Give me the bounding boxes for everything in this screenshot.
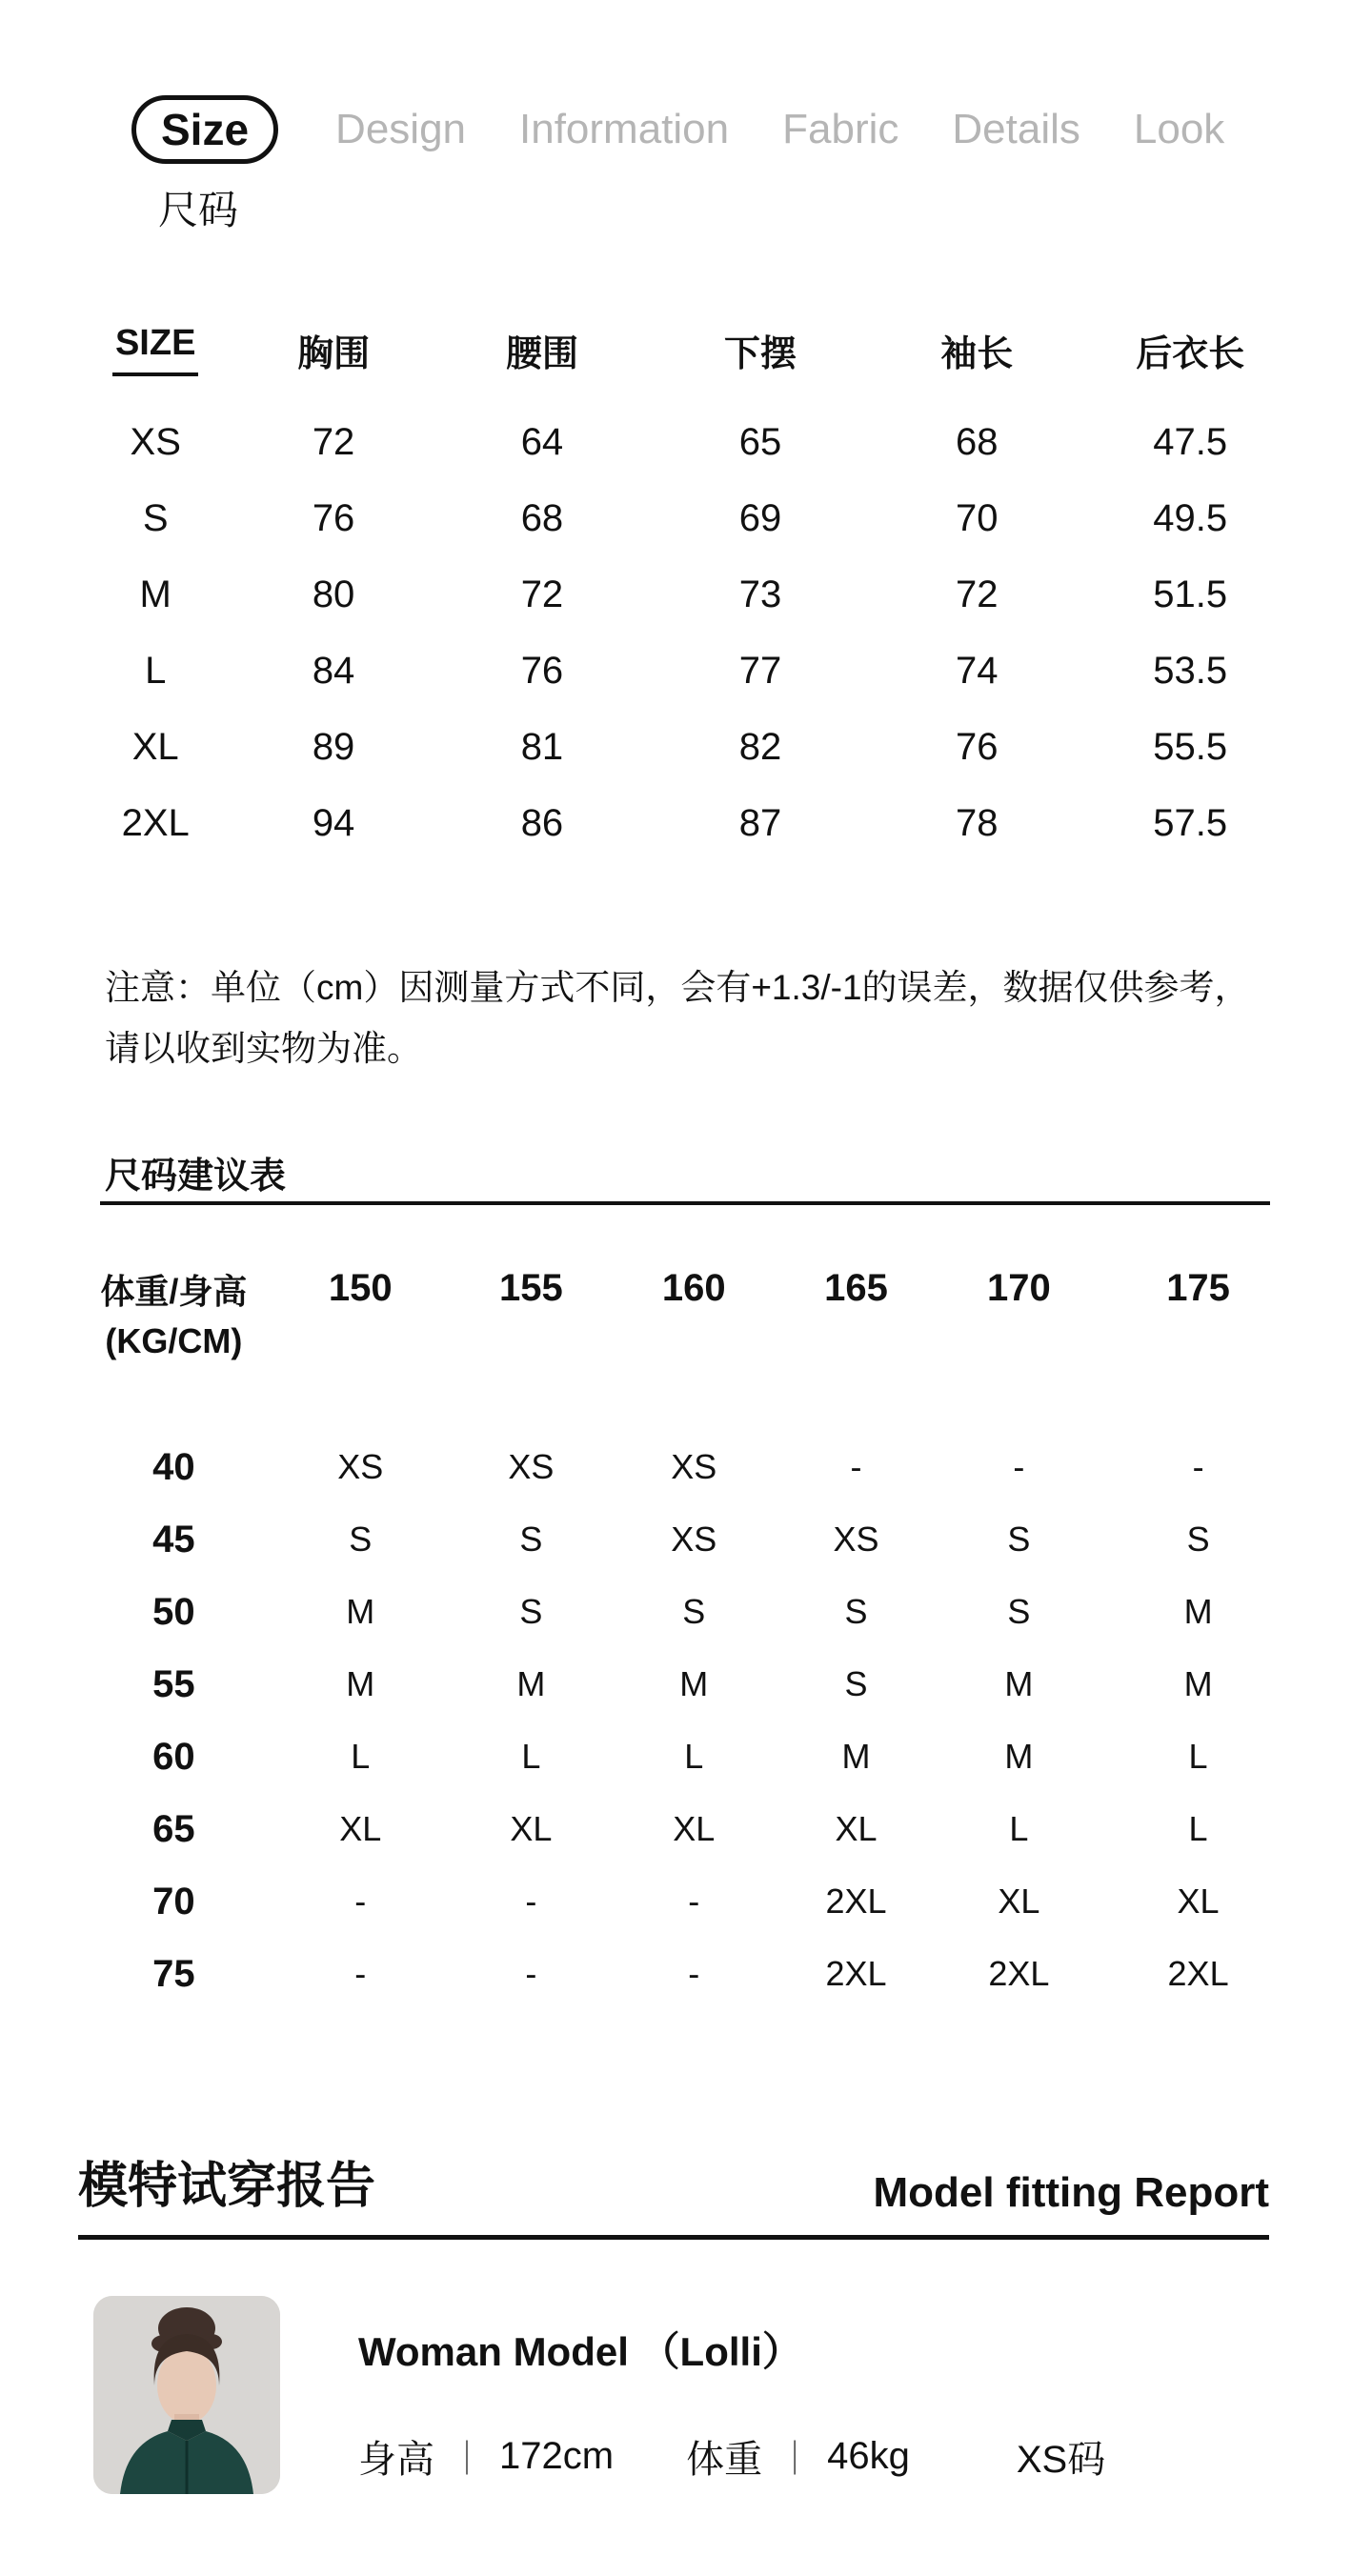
size-cell: 87 [738, 801, 782, 844]
tab-information[interactable]: Information [519, 106, 730, 152]
suggestion-cell: S [844, 1592, 868, 1631]
size-cell: 84 [312, 649, 355, 692]
col-header-chest: 胸围 [297, 333, 371, 374]
suggestion-cell: M [1004, 1737, 1034, 1776]
size-cell: 57.5 [1153, 801, 1228, 844]
size-cell: 81 [520, 725, 564, 768]
suggestion-cell: M [1183, 1664, 1213, 1703]
weight-label: 体重 [686, 2439, 763, 2481]
weight-row-label: 50 [152, 1590, 195, 1633]
model-info [358, 2296, 1105, 2494]
suggestion-cell: M [346, 1664, 375, 1703]
tab-fabric[interactable]: Fabric [782, 106, 899, 152]
suggestion-cell: L [1188, 1737, 1208, 1776]
suggestion-cell: XL [1177, 1882, 1220, 1921]
size-cell: 78 [955, 801, 999, 844]
suggestion-cell: S [1007, 1592, 1031, 1631]
size-cell: 76 [312, 496, 355, 539]
suggestion-cell: - [354, 1882, 367, 1921]
col-header-hem: 下摆 [724, 333, 797, 374]
measurement-note-line2: 请以收到实物为准。 [105, 1029, 422, 1068]
weight-row-label: 45 [152, 1518, 195, 1560]
section-tabs-header [131, 95, 1224, 236]
weight-row-label: 60 [152, 1735, 195, 1778]
model-stats [358, 2429, 1105, 2484]
suggestion-cell: XL [339, 1809, 382, 1848]
weight-row-label: 40 [152, 1445, 195, 1488]
size-row-label: XS [130, 420, 181, 463]
height-value: 172cm [499, 2435, 615, 2477]
suggestion-cell: S [519, 1592, 543, 1631]
size-cell: 94 [312, 801, 355, 844]
height-col-175: 175 [1166, 1267, 1230, 1309]
size-table-header-row [76, 314, 1296, 385]
suggestion-cell: L [1009, 1809, 1029, 1848]
fitting-report-title-zh: 模特试穿报告 [78, 2159, 376, 2214]
size-suggestion-table [76, 1267, 1296, 2010]
size-table-row [76, 633, 1296, 709]
suggestion-cell: XL [510, 1809, 553, 1848]
suggestion-cell: - [1013, 1447, 1025, 1486]
suggestion-table-title: 尺码建议表 [105, 1157, 287, 1197]
weight-height-label: 体重/身高 [100, 1272, 248, 1311]
suggestion-cell: M [346, 1592, 375, 1631]
size-cell: 47.5 [1153, 420, 1228, 463]
suggestion-row [76, 1793, 1296, 1865]
size-table-row [76, 785, 1296, 861]
suggestion-cell: S [682, 1592, 706, 1631]
suggestion-cell: M [841, 1737, 871, 1776]
size-cell: 72 [955, 573, 999, 615]
size-cell: 53.5 [1153, 649, 1228, 692]
model-photo [93, 2296, 280, 2494]
suggestion-cell: S [844, 1664, 868, 1703]
suggestion-cell: L [684, 1737, 704, 1776]
suggestion-cell: XS [833, 1519, 879, 1559]
suggestion-cell: XS [671, 1447, 717, 1486]
active-tab-chinese-label: 尺码 [158, 188, 239, 232]
weight-value: 46kg [827, 2435, 910, 2477]
suggestion-cell: - [1192, 1447, 1204, 1486]
suggestion-row [76, 1648, 1296, 1721]
suggestion-cell: M [679, 1664, 709, 1703]
size-table-row [76, 480, 1296, 556]
weight-row-label: 70 [152, 1880, 195, 1922]
suggestion-cell: 2XL [825, 1882, 887, 1921]
suggestion-cell: XL [835, 1809, 878, 1848]
size-cell: 76 [520, 649, 564, 692]
measurement-note-line1: 注意：单位（cm）因测量方式不同，会有+1.3/-1的误差，数据仅供参考， [105, 968, 1250, 1007]
height-col-170: 170 [987, 1267, 1051, 1309]
suggestion-cell: XL [998, 1882, 1040, 1921]
size-table-row [76, 404, 1296, 480]
weight-row-label: 75 [152, 1952, 195, 1995]
suggestion-cell: M [516, 1664, 546, 1703]
size-cell: 77 [738, 649, 782, 692]
suggestion-cell: S [1007, 1519, 1031, 1559]
suggestion-cell: - [354, 1954, 367, 1993]
suggestion-cell: S [1186, 1519, 1210, 1559]
weight-height-unit: (KG/CM) [105, 1321, 243, 1360]
suggestion-cell: 2XL [825, 1954, 887, 1993]
col-header-waist: 腰围 [505, 333, 578, 374]
stat-separator: ｜ [777, 2439, 813, 2478]
height-col-155: 155 [499, 1267, 563, 1309]
size-cell: 80 [312, 573, 355, 615]
suggestion-header-row [76, 1267, 1296, 1366]
size-cell: 82 [738, 725, 782, 768]
height-label: 身高 [358, 2439, 434, 2481]
suggestion-cell: XS [671, 1519, 717, 1559]
suggestion-cell: XL [673, 1809, 716, 1848]
size-row-label: L [145, 649, 167, 692]
size-cell: 51.5 [1153, 573, 1228, 615]
suggestion-cell: - [525, 1954, 537, 1993]
size-table-row [76, 556, 1296, 633]
tab-size-active[interactable]: Size [131, 95, 278, 164]
model-photo-illustration [93, 2296, 280, 2494]
suggestion-row [76, 1865, 1296, 1938]
weight-row-label: 65 [152, 1807, 195, 1850]
size-cell: 55.5 [1153, 725, 1228, 768]
size-measurement-table [76, 314, 1296, 861]
suggestion-cell: L [1188, 1809, 1208, 1848]
measurement-note [105, 957, 1305, 1079]
suggestion-cell: M [1183, 1592, 1213, 1631]
tab-look[interactable]: Look [1133, 106, 1225, 152]
suggestion-cell: - [688, 1954, 700, 1993]
suggestion-row [76, 1431, 1296, 1503]
tab-design[interactable]: Design [335, 106, 467, 152]
size-cell: 49.5 [1153, 496, 1228, 539]
size-row-label: 2XL [121, 801, 190, 844]
fitting-report-title-en: Model fitting Report [873, 2169, 1269, 2216]
weight-height-header [76, 1267, 272, 1366]
tab-details[interactable]: Details [952, 106, 1080, 152]
size-cell: 72 [312, 420, 355, 463]
size-cell: 74 [955, 649, 999, 692]
col-header-back-length: 后衣长 [1136, 333, 1245, 374]
size-row-label: S [142, 496, 169, 539]
suggestion-row [76, 1576, 1296, 1648]
size-row-label: XL [131, 725, 179, 768]
suggestion-row [76, 1721, 1296, 1793]
size-cell: 72 [520, 573, 564, 615]
suggestion-cell: L [521, 1737, 541, 1776]
model-name: Woman Model （Lolli） [358, 2329, 802, 2374]
size-cell: 89 [312, 725, 355, 768]
size-cell: 68 [520, 496, 564, 539]
divider-rule [78, 2235, 1269, 2240]
suggestion-cell: - [688, 1882, 700, 1921]
size-cell: 76 [955, 725, 999, 768]
fitting-report-header [78, 2145, 1269, 2217]
suggestion-cell: 2XL [1167, 1954, 1229, 1993]
model-size-worn: XS码 [1016, 2439, 1106, 2481]
size-table-row [76, 709, 1296, 785]
height-col-165: 165 [824, 1267, 888, 1309]
height-col-150: 150 [328, 1267, 393, 1309]
suggestion-row [76, 1938, 1296, 2010]
suggestion-cell: XS [337, 1447, 384, 1486]
size-cell: 65 [738, 420, 782, 463]
size-row-label: M [139, 573, 172, 615]
col-header-size: SIZE [76, 323, 234, 376]
suggestion-cell: - [850, 1447, 862, 1486]
stat-separator: ｜ [450, 2439, 485, 2478]
size-cell: 68 [955, 420, 999, 463]
suggestion-cell: S [519, 1519, 543, 1559]
suggestion-cell: L [351, 1737, 371, 1776]
suggestion-cell: - [525, 1882, 537, 1921]
model-card [93, 2296, 1105, 2494]
col-header-sleeve: 袖长 [940, 333, 1014, 374]
suggestion-cell: S [349, 1519, 373, 1559]
size-cell: 70 [955, 496, 999, 539]
size-cell: 64 [520, 420, 564, 463]
divider-rule [100, 1201, 1270, 1205]
size-cell: 73 [738, 573, 782, 615]
size-cell: 69 [738, 496, 782, 539]
height-col-160: 160 [661, 1267, 726, 1309]
size-cell: 86 [520, 801, 564, 844]
suggestion-row [76, 1503, 1296, 1576]
suggestion-cell: XS [508, 1447, 555, 1486]
weight-row-label: 55 [152, 1662, 195, 1705]
tab-bar [335, 106, 1224, 153]
suggestion-cell: M [1004, 1664, 1034, 1703]
suggestion-cell: 2XL [988, 1954, 1050, 1993]
